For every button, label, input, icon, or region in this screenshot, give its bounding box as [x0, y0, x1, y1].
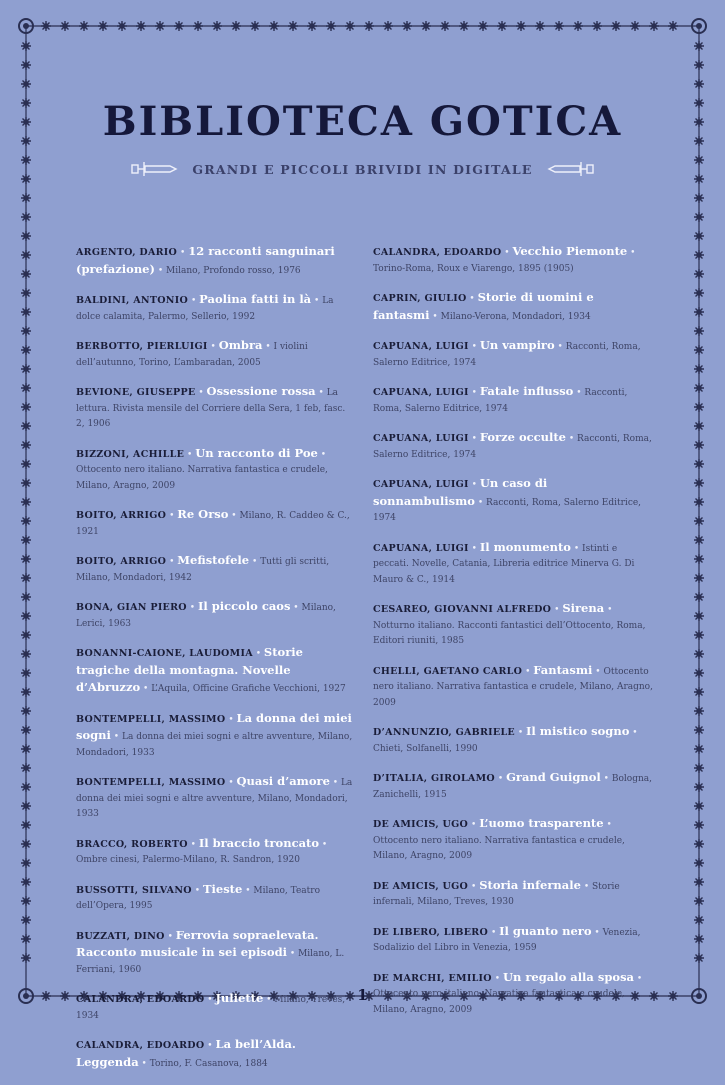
entry-title: Ossessione rossa	[206, 384, 316, 398]
entry-separator: •	[113, 732, 120, 742]
sword-right-icon	[547, 158, 595, 180]
entry-author: CAPUANA, LUIGI	[373, 387, 469, 398]
entry-title: Storie tragiche della montagna. Novelle d’Abruzzo	[76, 645, 303, 694]
catalog-entry	[76, 1037, 356, 1072]
entry-separator: •	[180, 248, 186, 258]
catalog-entry	[76, 292, 356, 325]
entry-separator: •	[497, 774, 504, 784]
entry-author: BALDINI, ANTONIO	[76, 295, 189, 306]
entry-separator: •	[169, 511, 175, 521]
entry-separator: •	[210, 342, 216, 352]
entry-separator: •	[471, 820, 477, 830]
entry-author: DE MARCHI, EMILIO	[373, 972, 492, 984]
entry-separator: •	[169, 557, 175, 567]
left-column	[76, 244, 356, 1085]
entry-publication: Ottocento nero italiano. Narrativa fantastica e crudele, Milano, Aragno, 2009	[373, 666, 653, 708]
entry-author: BRACCO, ROBERTO	[76, 838, 188, 850]
entry-separator: •	[632, 728, 638, 738]
entry-publication: Istinti e peccati. Novelle, Catania, Libreria editrice Minerva G. Di Mauro & C., 1914	[373, 543, 635, 585]
entry-separator: •	[167, 931, 173, 942]
entry-separator: •	[190, 296, 197, 306]
entry-separator: •	[194, 885, 201, 896]
catalog-entry	[373, 724, 653, 757]
entry-title: Un caso di sonnambulismo	[373, 476, 548, 508]
entry-author: BONA, GIAN PIERO	[76, 602, 187, 613]
entry-title: Storia infernale	[479, 877, 581, 892]
entry-title: Storie di uomini e fantasmi	[373, 290, 594, 322]
entry-separator: •	[583, 881, 590, 892]
entry-separator: •	[207, 995, 213, 1005]
entry-separator: •	[228, 778, 234, 788]
entry-publication: Venezia, Sodalizio del Libro in Venezia, 1959	[373, 927, 641, 953]
catalog-entry	[76, 882, 356, 915]
entry-publication: Milano-Verona, Mondadori, 1934	[440, 311, 591, 322]
entry-publication: Torino-Roma, Roux e Viarengo, 1895 (1905)	[373, 263, 574, 274]
entry-publication: Milano, R. Caddeo & C., 1921	[76, 511, 350, 537]
entry-separator: •	[606, 820, 612, 830]
entry-publication: Milano, Profondo rosso, 1976	[166, 265, 301, 276]
entry-separator: •	[554, 605, 560, 615]
entry-publication: Storie infernali, Milano, Treves, 1930	[373, 881, 620, 907]
entry-publication: La donna dei miei sogni e altre avventure, Milano, Mondadori, 1933	[76, 732, 353, 758]
entry-separator: •	[469, 294, 475, 304]
entry-author: CALANDRA, EDOARDO	[76, 1040, 205, 1051]
entry-author: BUZZATI, DINO	[76, 930, 165, 942]
entry-author: D’ITALIA, GIROLAMO	[373, 773, 495, 784]
entry-author: CESAREO, GIOVANNI ALFREDO	[373, 604, 552, 615]
entry-title: La bell’Alda. Leggenda	[76, 1037, 296, 1069]
catalog-entry	[373, 770, 653, 803]
entry-author: D’ANNUNZIO, GABRIELE	[373, 727, 515, 738]
catalog-entry	[373, 384, 653, 417]
entry-publication: Milano, L. Ferriani, 1960	[76, 949, 345, 975]
entry-title: Ferrovia sopraelevata. Racconto musicale in sei episodi	[76, 927, 319, 959]
entry-title: Tieste	[202, 881, 243, 896]
entry-separator: •	[321, 839, 328, 850]
entry-title: Fantasmi	[533, 662, 593, 677]
entry-separator: •	[471, 434, 477, 444]
entry-title: Mefistofele	[177, 553, 250, 567]
entry-separator: •	[568, 434, 575, 444]
catalog-entry	[373, 924, 653, 957]
entry-title: Un racconto di Poe	[195, 445, 318, 460]
entry-author: CAPUANA, LUIGI	[373, 433, 469, 444]
catalog-entry	[76, 711, 356, 762]
catalog-entry	[373, 970, 653, 1019]
page-number: 1	[357, 986, 368, 1004]
entry-publication: Notturno italiano. Racconti fantastici dell’Ottocento, Roma, Editori riuniti, 1985	[373, 620, 646, 646]
entry-title: Un regalo alla sposa	[502, 969, 634, 984]
entry-separator: •	[314, 296, 320, 306]
entry-separator: •	[557, 342, 563, 352]
entry-title: 12 racconti sanguinari (prefazione)	[76, 244, 335, 276]
entry-publication: Ottocento nero italiano. Narrativa fantastica e crudele, Milano, Aragno, 2009	[373, 835, 625, 861]
entry-author: DE AMICIS, UGO	[373, 819, 469, 830]
entry-separator: •	[517, 728, 524, 738]
entry-title: Il braccio troncato	[198, 835, 320, 850]
entry-title: Vecchio Piemonte	[512, 244, 628, 258]
entry-title: Grand Guignol	[506, 770, 601, 784]
entry-author: CALANDRA, EDOARDO	[76, 994, 205, 1005]
catalog-entry	[76, 928, 356, 979]
entry-author: CALANDRA, EDOARDO	[373, 247, 502, 258]
entry-separator: •	[187, 449, 193, 460]
entry-separator: •	[189, 603, 196, 613]
entry-author: BONTEMPELLI, MASSIMO	[76, 713, 226, 725]
entry-publication: Ombre cinesi, Palermo-Milano, R. Sandron, 1920	[76, 855, 300, 865]
entry-separator: •	[477, 497, 484, 508]
entry-separator: •	[143, 684, 149, 694]
entry-author: DE AMICIS, UGO	[373, 880, 469, 892]
entry-separator: •	[471, 543, 477, 554]
entry-title: Forze occulte	[479, 430, 566, 444]
entry-separator: •	[245, 885, 251, 896]
entry-author: ARGENTO, DARIO	[76, 247, 178, 258]
entry-publication: La lettura. Rivista mensile del Corriere della Sera, 1 feb, fasc. 2, 1906	[76, 388, 346, 429]
catalog-entry	[76, 774, 356, 823]
entry-separator: •	[471, 480, 477, 490]
entry-author: BEVIONE, GIUSEPPE	[76, 387, 196, 398]
entry-separator: •	[289, 949, 296, 959]
entry-separator: •	[494, 973, 501, 984]
catalog-entry	[76, 338, 356, 371]
entry-separator: •	[190, 839, 196, 850]
entry-author: CAPUANA, LUIGI	[373, 341, 469, 352]
catalog-entry	[373, 338, 653, 371]
entry-author: BERBOTTO, PIERLUIGI	[76, 341, 208, 352]
catalog-entry	[76, 836, 356, 869]
entry-publication: Chieti, Solfanelli, 1990	[373, 743, 478, 754]
entry-separator: •	[471, 881, 477, 892]
entry-author: BONANNI-CAIONE, LAUDOMIA	[76, 648, 253, 659]
entry-title: Paolina fatti in là	[199, 292, 312, 306]
entry-author: BOITO, ARRIGO	[76, 510, 167, 521]
entry-separator: •	[607, 605, 613, 615]
entry-separator: •	[207, 1041, 213, 1051]
catalog-entry	[76, 384, 356, 433]
catalog-entry	[76, 553, 356, 586]
entry-separator: •	[293, 603, 299, 613]
catalog-entry	[373, 878, 653, 911]
entry-publication: Racconti, Roma, Salerno Editrice, 1974	[373, 388, 628, 414]
catalog-entry	[373, 430, 653, 463]
page-subtitle: GRANDI E PICCOLI BRIVIDI IN DIGITALE	[192, 161, 533, 177]
entry-separator: •	[595, 666, 601, 677]
catalog-entry	[373, 663, 653, 712]
catalog-entry	[373, 601, 653, 650]
entry-author: BIZZONI, ACHILLE	[76, 448, 185, 460]
entry-separator: •	[198, 388, 204, 398]
page-title: BIBLIOTECA GOTICA	[102, 98, 623, 145]
entry-publication: Ottocento nero italiano. Narrativa fantastica e crudele, Milano, Aragno, 2009	[373, 989, 625, 1015]
catalog-entry	[76, 599, 356, 632]
entry-title: Quasi d’amore	[236, 774, 330, 788]
entry-separator: •	[141, 1058, 147, 1069]
entry-separator: •	[576, 388, 582, 398]
entry-author: BONTEMPELLI, MASSIMO	[76, 777, 226, 788]
entry-publication: La donna dei miei sogni e altre avventure, Milano, Mondadori, 1933	[76, 778, 353, 819]
entry-title: Ombra	[218, 338, 263, 352]
entry-separator: •	[231, 511, 237, 521]
entry-publication: Milano, Teatro dell’Opera, 1995	[76, 885, 320, 911]
entry-separator: •	[252, 557, 258, 567]
entry-separator: •	[603, 774, 609, 784]
entry-separator: •	[255, 649, 262, 659]
subtitle-row	[0, 156, 725, 182]
entry-separator: •	[573, 543, 580, 554]
entry-separator: •	[318, 388, 324, 398]
entry-publication: Torino, F. Casanova, 1884	[149, 1058, 268, 1069]
entry-separator: •	[525, 666, 531, 677]
entry-author: BUSSOTTI, SILVANO	[76, 884, 192, 896]
sword-left-icon	[130, 158, 178, 180]
entry-separator: •	[266, 995, 272, 1005]
entry-separator: •	[471, 342, 477, 352]
entry-title: La donna dei miei sogni	[76, 710, 352, 742]
entry-publication: Bologna, Zanichelli, 1915	[373, 774, 652, 800]
entry-title: Juliette	[215, 991, 264, 1005]
entry-separator: •	[630, 248, 636, 258]
catalog-entry	[76, 645, 356, 698]
entry-publication: Ottocento nero italiano. Narrativa fantastica e crudele, Milano, Aragno, 2009	[76, 465, 328, 491]
entry-publication: Milano, Lerici, 1963	[76, 603, 336, 629]
entry-separator: •	[471, 388, 477, 398]
catalog-entry	[373, 290, 653, 325]
catalog-entry	[76, 991, 356, 1024]
catalog-entry	[373, 540, 653, 589]
entry-separator: •	[432, 311, 438, 322]
catalog-entry	[373, 816, 653, 865]
catalog-entry	[373, 476, 653, 527]
entry-publication: Racconti, Roma, Salerno Editrice, 1974	[373, 434, 652, 460]
entry-author: DE LIBERO, LIBERO	[373, 926, 489, 938]
entry-title: Il guanto nero	[499, 923, 592, 938]
catalog-entry	[76, 446, 356, 495]
catalog-entry	[373, 244, 653, 277]
entry-separator: •	[320, 449, 327, 460]
entry-publication: La dolce calamita, Palermo, Sellerio, 1992	[76, 296, 334, 322]
entry-title: Fatale influsso	[479, 384, 574, 398]
entry-separator: •	[504, 248, 510, 258]
entry-separator: •	[490, 927, 497, 938]
entry-publication: Milano, Treves, 1934	[76, 995, 346, 1021]
entry-separator: •	[228, 714, 234, 725]
catalog-entry	[76, 244, 356, 279]
entry-author: CAPRIN, GIULIO	[373, 293, 467, 304]
entry-author: CAPUANA, LUIGI	[373, 542, 469, 554]
entry-separator: •	[636, 973, 643, 984]
entry-author: CAPUANA, LUIGI	[373, 479, 469, 490]
entry-separator: •	[157, 265, 164, 276]
right-column	[373, 244, 653, 1031]
entry-title: Il mistico sogno	[526, 724, 630, 738]
entry-publication: Racconti, Roma, Salerno Editrice, 1974	[373, 497, 642, 523]
entry-publication: L’Aquila, Officine Grafiche Vecchioni, 1927	[151, 684, 346, 694]
entry-publication: I violini dell’autunno, Torino, L’ambaradan, 2005	[76, 342, 308, 368]
entry-author: CHELLI, GAETANO CARLO	[373, 665, 523, 677]
entry-title: Sirena	[562, 601, 605, 615]
entry-title: Il monumento	[479, 539, 571, 554]
catalog-entry	[76, 507, 356, 540]
entry-separator: •	[594, 927, 600, 938]
entry-publication: Racconti, Roma, Salerno Editrice, 1974	[373, 342, 641, 368]
entry-author: BOITO, ARRIGO	[76, 556, 167, 567]
entry-title: Re Orso	[177, 507, 229, 521]
entry-separator: •	[332, 778, 339, 788]
entry-title: Il piccolo caos	[197, 599, 291, 613]
entry-publication: Tutti gli scritti, Milano, Mondadori, 1942	[76, 557, 330, 583]
entry-separator: •	[265, 342, 271, 352]
entry-title: Un vampiro	[479, 338, 555, 352]
entry-title: L’uomo trasparente	[479, 816, 604, 830]
